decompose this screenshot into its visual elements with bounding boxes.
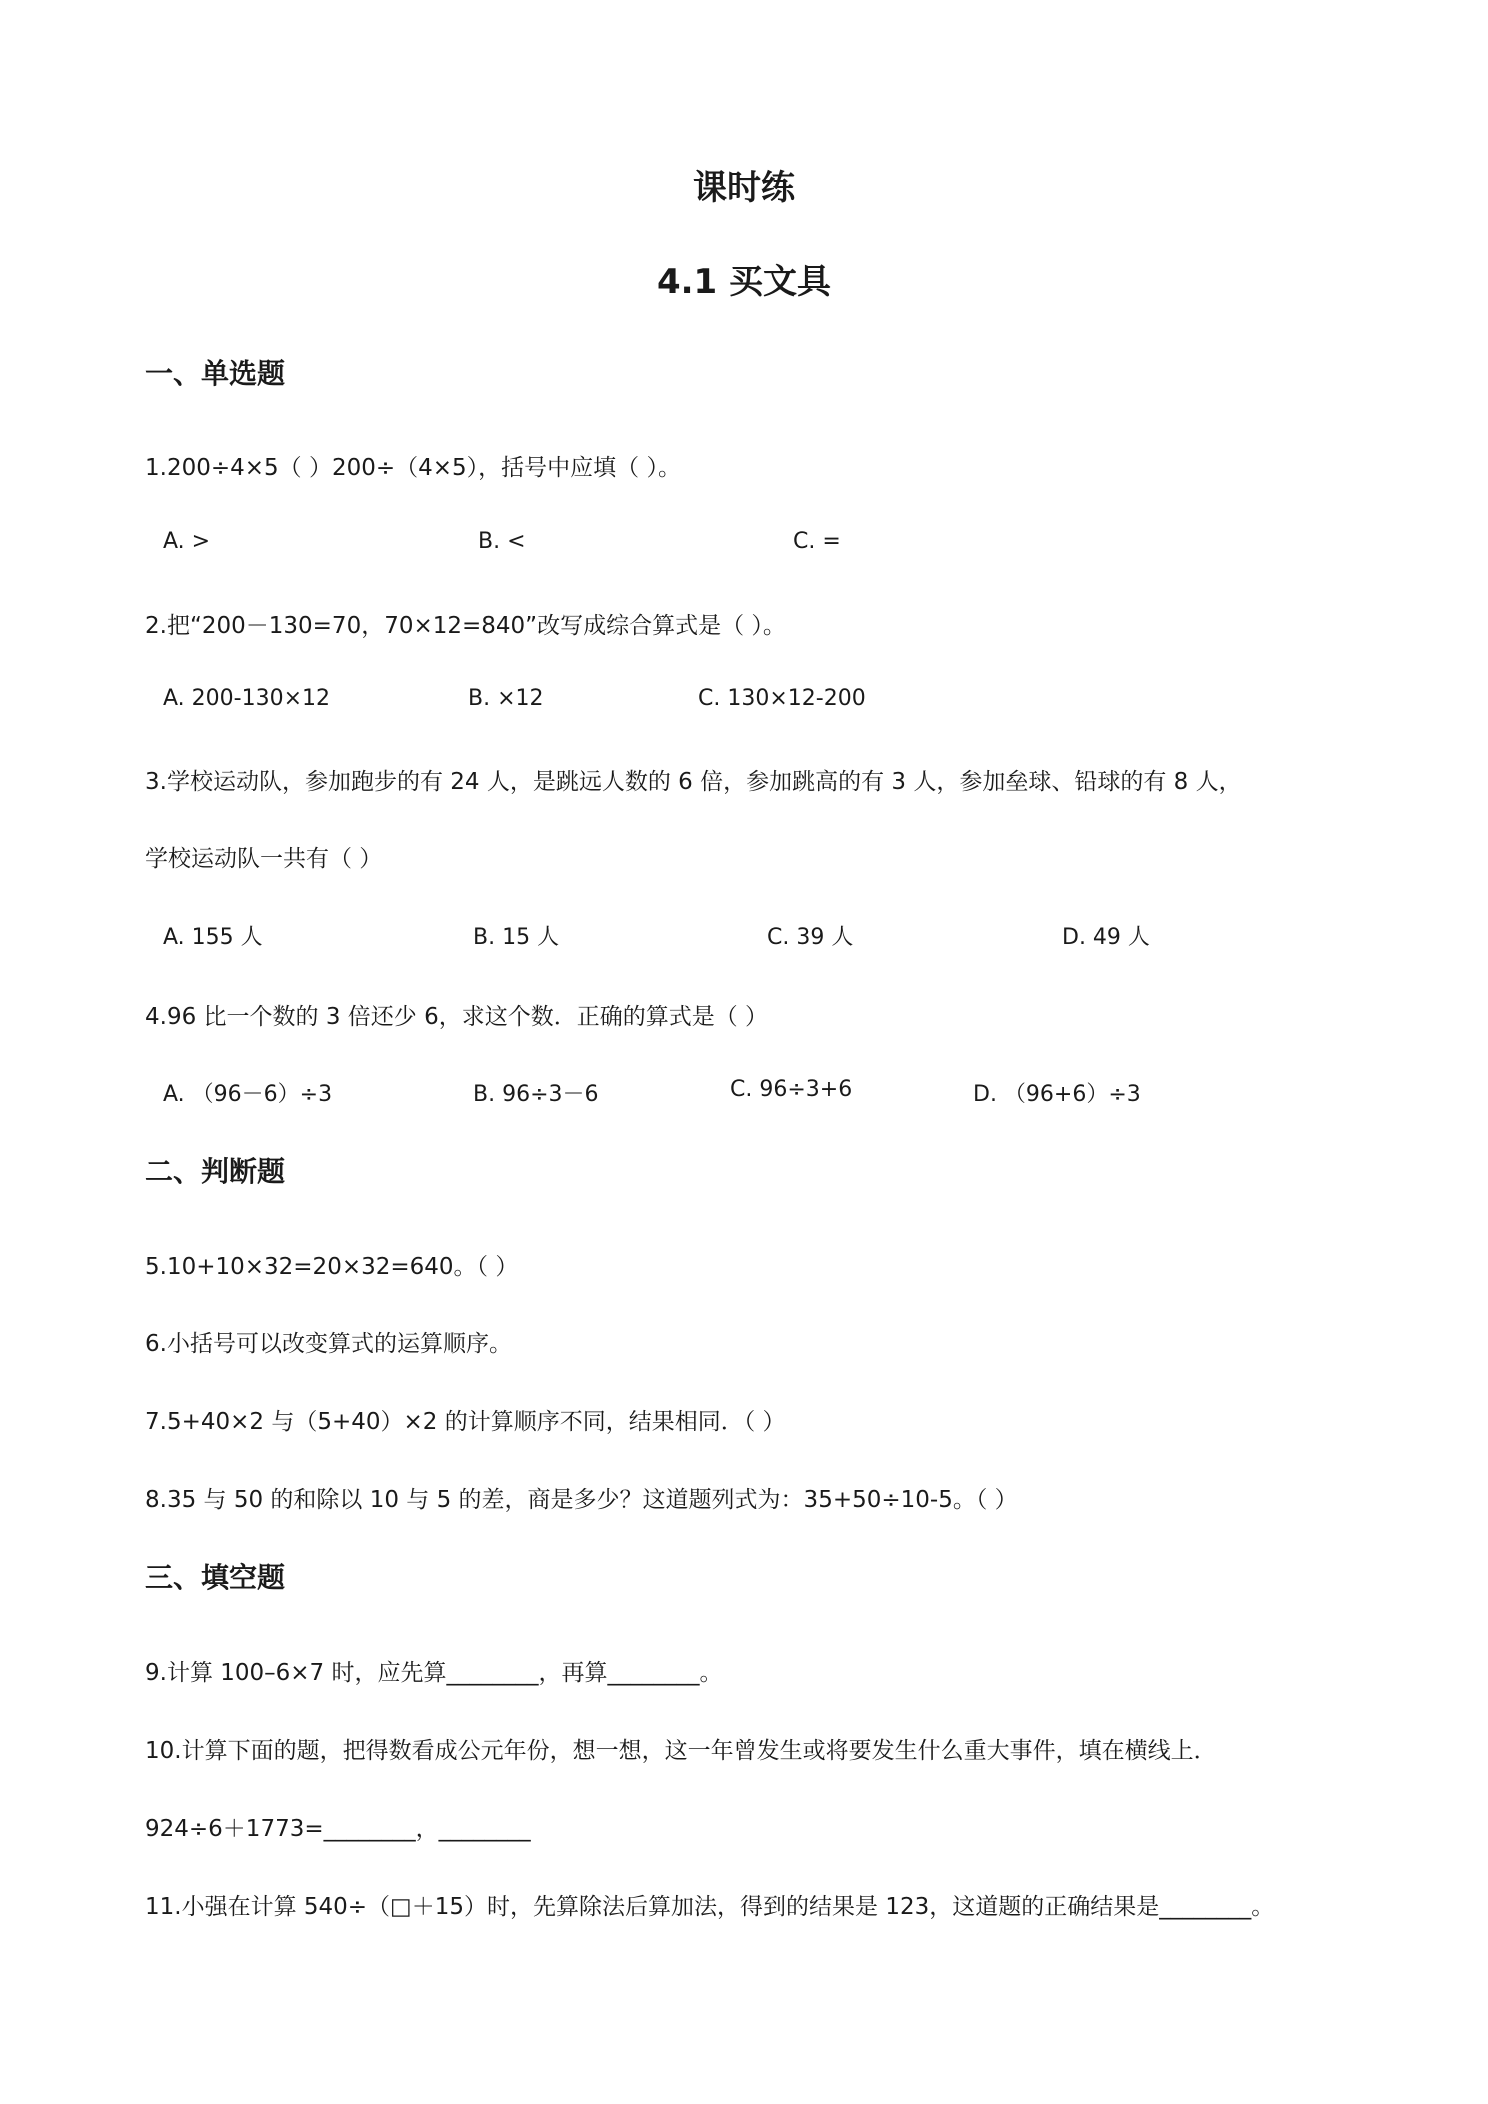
- question-3-option-a: A. 155 人: [163, 925, 263, 950]
- question-7: 7.5+40×2 与（5+40）×2 的计算顺序不同，结果相同．（ ）: [145, 1409, 786, 1435]
- question-4-option-d: D. （96+6）÷3: [973, 1082, 1141, 1107]
- question-11: 11.小强在计算 540÷（□＋15）时，先算除法后算加法，得到的结果是 123，这道题的正确结果是________。: [145, 1894, 1275, 1920]
- question-3-option-b: B. 15 人: [473, 925, 560, 950]
- question-3-line-1: 3.学校运动队，参加跑步的有 24 人，是跳远人数的 6 倍，参加跳高的有 3 人，参加垒球、铅球的有 8 人，: [145, 769, 1242, 795]
- question-10-line-2: 924÷6＋1773=________，________: [145, 1816, 531, 1842]
- question-2: 2.把“200－130=70，70×12=840”改写成综合算式是（ ）。: [145, 613, 786, 639]
- question-8: 8.35 与 50 的和除以 10 与 5 的差，商是多少？这道题列式为：35+50÷10-5。（ ）: [145, 1487, 1018, 1513]
- section-title-true-false: 二、判断题: [145, 1155, 286, 1188]
- question-1-option-a: A. >: [163, 529, 211, 554]
- section-title-single-choice: 一、单选题: [145, 357, 286, 390]
- question-3-option-c: C. 39 人: [767, 925, 854, 950]
- question-4: 4.96 比一个数的 3 倍还少 6，求这个数．正确的算式是（ ）: [145, 1004, 769, 1030]
- question-2-option-b: B. ×12: [468, 686, 544, 711]
- question-9: 9.计算 100–6×7 时，应先算________，再算________。: [145, 1660, 723, 1686]
- question-10-line-1: 10.计算下面的题，把得数看成公元年份，想一想，这一年曾发生或将要发生什么重大事件，填在横线上．: [145, 1738, 1217, 1764]
- question-3-line-2: 学校运动队一共有（ ）: [145, 846, 383, 872]
- question-4-option-a: A. （96－6）÷3: [163, 1082, 333, 1107]
- question-2-option-a: A. 200-130×12: [163, 686, 330, 711]
- question-1: 1.200÷4×5（ ）200÷（4×5），括号中应填（ ）。: [145, 455, 681, 481]
- page-title: 课时练: [693, 168, 795, 208]
- question-4-option-b: B. 96÷3－6: [473, 1082, 599, 1107]
- section-title-fill-blank: 三、填空题: [145, 1561, 286, 1594]
- question-1-option-b: B. <: [478, 529, 526, 554]
- question-4-option-c: C. 96÷3+6: [730, 1077, 853, 1102]
- page-subtitle: 4.1 买文具: [656, 262, 832, 302]
- question-2-option-c: C. 130×12-200: [698, 686, 866, 711]
- question-5: 5.10+10×32=20×32=640。（ ）: [145, 1254, 519, 1280]
- question-1-option-c: C. =: [793, 529, 841, 554]
- question-6: 6.小括号可以改变算式的运算顺序。: [145, 1331, 512, 1357]
- question-3-option-d: D. 49 人: [1062, 925, 1150, 950]
